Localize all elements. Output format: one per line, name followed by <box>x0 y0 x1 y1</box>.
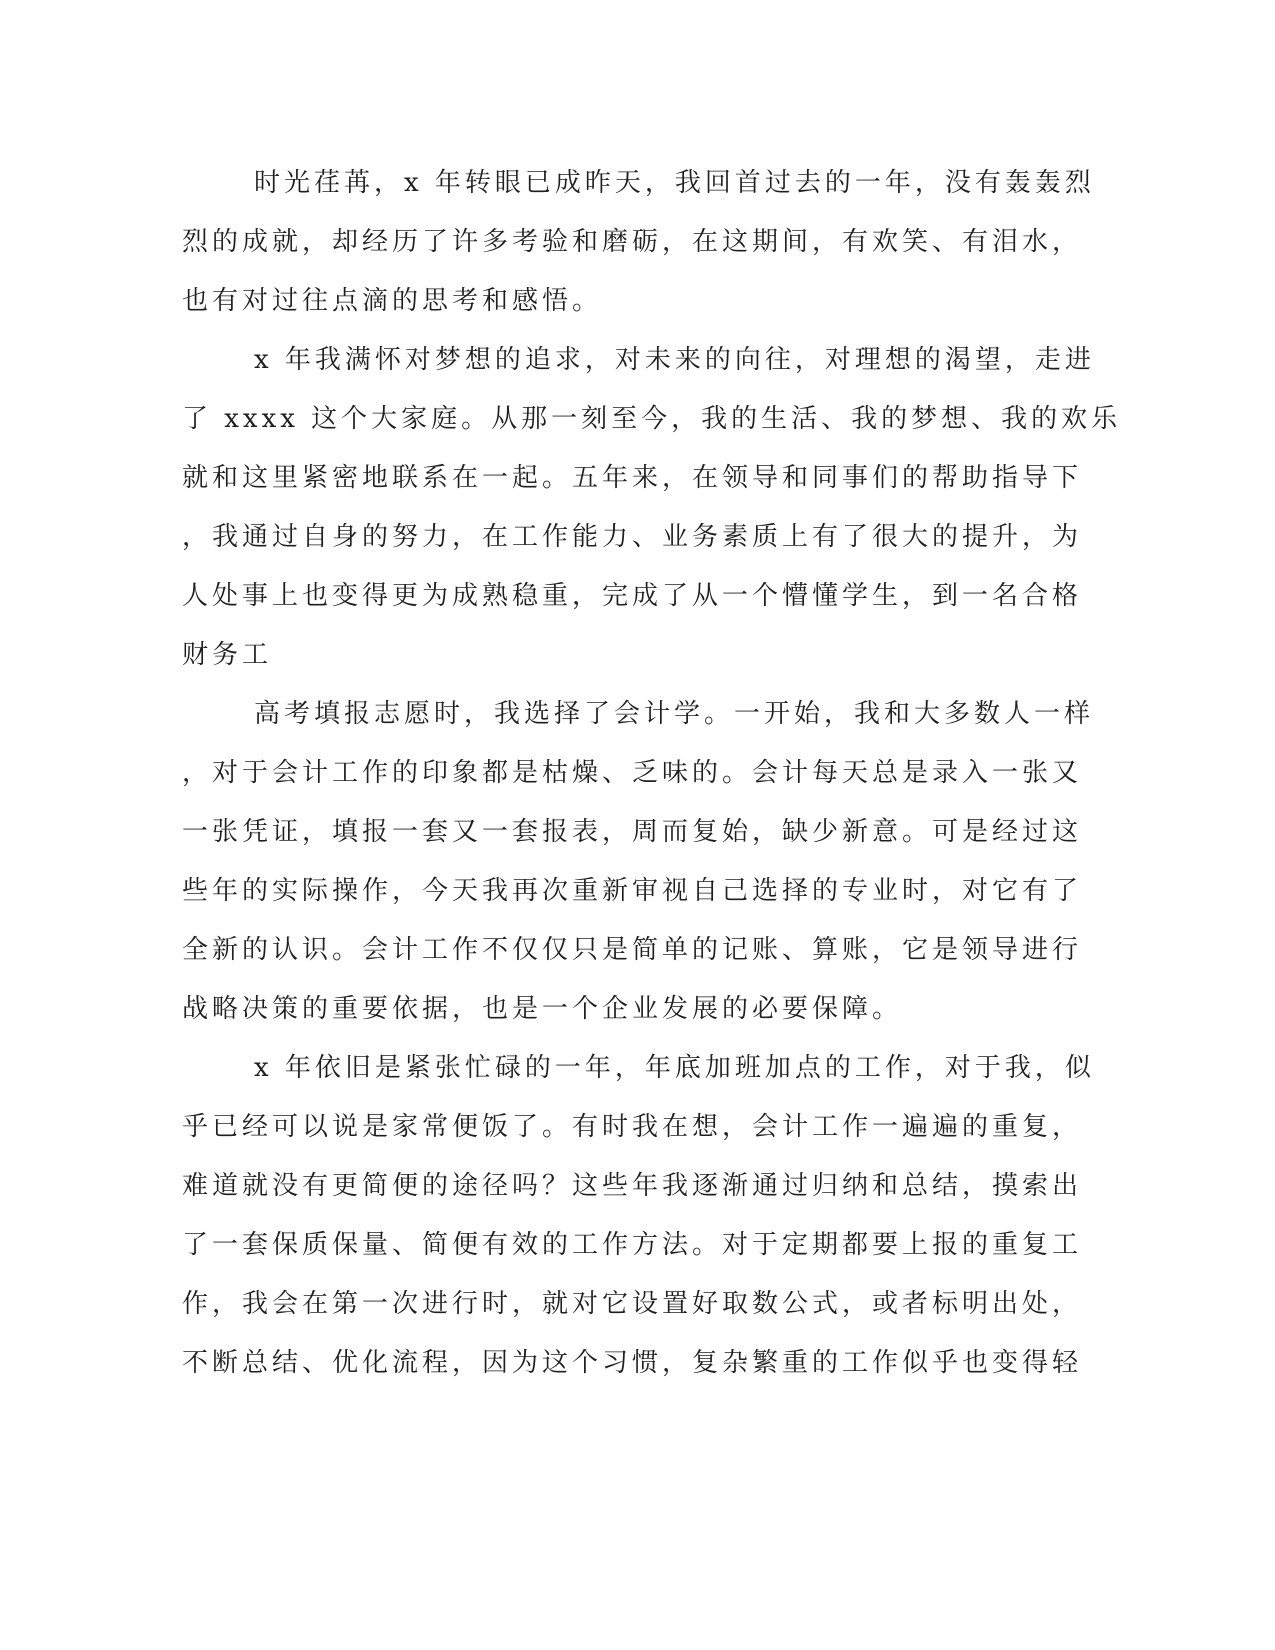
text-line: 人处事上也变得更为成熟稳重，完成了从一个懵懂学生，到一名合格 <box>182 581 1083 611</box>
text-line: 高考填报志愿时，我选择了会计学。一开始，我和大多数人一样 <box>254 699 1095 729</box>
paragraph-4 <box>182 1039 1095 1393</box>
text-line: ，对于会计工作的印象都是枯燥、乏味的。会计每天总是录入一张又 <box>182 758 1083 788</box>
text-line: 战略决策的重要依据，也是一个企业发展的必要保障。 <box>182 994 903 1024</box>
text-line: 财务工 <box>182 640 273 670</box>
text-line: 乎已经可以说是家常便饭了。有时我在想，会计工作一遍遍的重复， <box>182 1112 1083 1142</box>
text-line: 也有对过往点滴的思考和感悟。 <box>182 286 603 316</box>
text-line: x 年依旧是紧张忙碌的一年，年底加班加点的工作，对于我，似 <box>254 1053 1095 1083</box>
text-line: 不断总结、优化流程，因为这个习惯，复杂繁重的工作似乎也变得轻 <box>182 1348 1083 1378</box>
text-line: 一张凭证，填报一套又一套报表，周而复始，缺少新意。可是经过这 <box>182 817 1083 847</box>
text-line: x 年我满怀对梦想的追求，对未来的向往，对理想的渴望，走进 <box>254 345 1095 375</box>
paragraph-2 <box>182 331 1122 685</box>
text-line: 作，我会在第一次进行时，就对它设置好取数公式，或者标明出处， <box>182 1289 1083 1319</box>
paragraph-1 <box>182 154 1095 331</box>
text-line: 全新的认识。会计工作不仅仅只是简单的记账、算账，它是领导进行 <box>182 935 1083 965</box>
text-line: 些年的实际操作，今天我再次重新审视自己选择的专业时，对它有了 <box>182 876 1083 906</box>
text-line: 时光荏苒，x 年转眼已成昨天，我回首过去的一年，没有轰轰烈 <box>254 168 1095 198</box>
text-line: 了一套保质保量、简便有效的工作方法。对于定期都要上报的重复工 <box>182 1230 1083 1260</box>
text-line: 烈的成就，却经历了许多考验和磨砺，在这期间，有欢笑、有泪水， <box>182 227 1083 257</box>
text-line: 就和这里紧密地联系在一起。五年来，在领导和同事们的帮助指导下 <box>182 463 1083 493</box>
text-line: 难道就没有更简便的途径吗？这些年我逐渐通过归纳和总结，摸索出 <box>182 1171 1083 1201</box>
text-line: 了 xxxx 这个大家庭。从那一刻至今，我的生活、我的梦想、我的欢乐 <box>182 404 1122 434</box>
text-line: ，我通过自身的努力，在工作能力、业务素质上有了很大的提升，为 <box>182 522 1083 552</box>
paragraph-3 <box>182 685 1095 1039</box>
document-body <box>182 154 1122 1393</box>
